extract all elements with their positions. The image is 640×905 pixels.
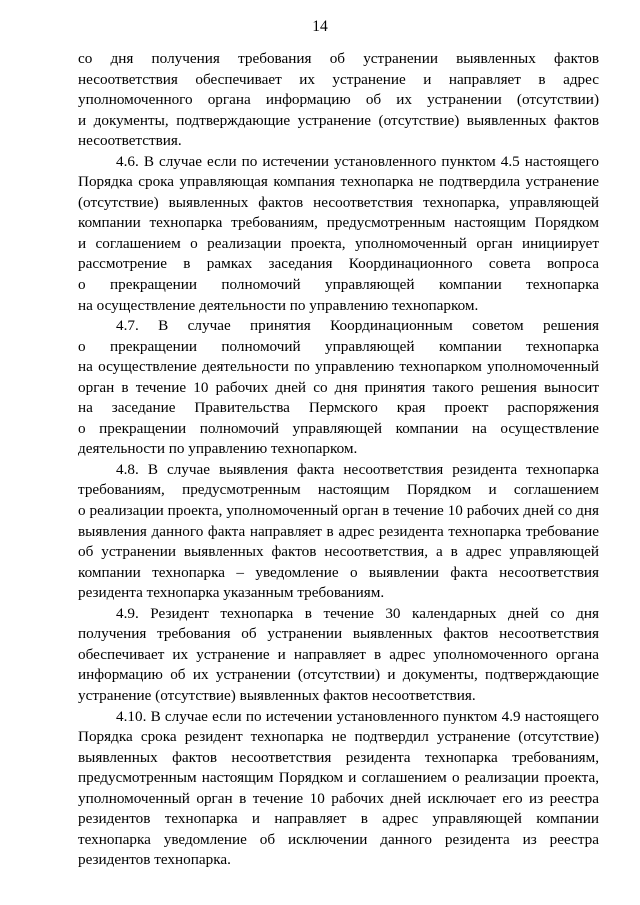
text-line: компании технопарка требованиям, предусмотренным настоящим Порядком [78, 214, 599, 232]
text-line: уполномоченный орган в течение 10 рабочих дней исключает его из реестра [78, 789, 599, 807]
text-line: резидентов технопарка и направляет в адрес управляющей компании [78, 810, 599, 828]
text-line: резидента технопарка указанным требованиям. [78, 584, 385, 602]
text-line: резидентов технопарка. [78, 851, 231, 869]
text-line: о прекращении полномочий управляющей компании технопарка [78, 337, 599, 355]
text-line: и соглашением о реализации проекта, уполномоченный орган инициирует [78, 234, 599, 252]
text-line: уполномоченного органа информацию об их устранении (отсутствии) [78, 91, 599, 109]
text-line: компании технопарка – уведомление о выявлении факта несоответствия [78, 563, 599, 581]
text-line: об устранении выявленных фактов несоответствия, а в адрес управляющей [78, 543, 599, 561]
text-line: обеспечивает их устранение и направляет в адрес уполномоченного органа [78, 645, 599, 663]
text-line: 4.10. В случае если по истечении установленного пунктом 4.9 настоящего [116, 707, 599, 725]
text-line: о прекращении полномочий управляющей компании на осуществление [78, 419, 599, 437]
text-line: требованиям, предусмотренным настоящим Порядком и соглашением [78, 481, 599, 499]
text-line: 4.8. В случае выявления факта несоответствия резидента технопарка [116, 460, 599, 478]
paragraph-4-6 [78, 152, 599, 316]
text-line: несоответствия. [78, 132, 182, 150]
paragraph-4-7 [78, 316, 599, 460]
text-line: деятельности по управлению технопарком. [78, 440, 358, 458]
text-line: несоответствия обеспечивает их устранение и направляет в адрес [78, 70, 599, 88]
paragraph-4-9 [78, 604, 599, 707]
page-number: 14 [312, 18, 328, 35]
text-line: на осуществление деятельности по управлению технопарком уполномоченный [78, 358, 599, 376]
text-line: выявления данного факта направляет в адрес резидента технопарка требование [78, 522, 599, 540]
text-line: выявленных фактов несоответствия резидента технопарка требованиям, [78, 748, 599, 766]
text-line: о реализации проекта, уполномоченный орган в течение 10 рабочих дней со дня [78, 502, 599, 520]
text-line: предусмотренным настоящим Порядком и соглашением о реализации проекта, [78, 769, 599, 787]
text-line: технопарка уведомление об исключении данного резидента из реестра [78, 830, 599, 848]
text-line: получения требования об устранении выявленных фактов несоответствия [78, 625, 599, 643]
text-line: о прекращении полномочий управляющей компании технопарка [78, 276, 599, 294]
text-line: Порядка срока управляющая компания технопарка не подтвердила устранение [78, 173, 599, 191]
paragraph-continuation [78, 49, 599, 152]
text-line: орган в течение 10 рабочих дней со дня принятия такого решения выносит [78, 378, 599, 396]
text-line: 4.6. В случае если по истечении установленного пунктом 4.5 настоящего [116, 152, 599, 170]
text-line: рассмотрение в рамках заседания Координационного совета вопроса [78, 255, 599, 273]
text-line: Порядка срока резидент технопарка не подтвердил устранение (отсутствие) [78, 728, 599, 746]
text-line: 4.9. Резидент технопарка в течение 30 календарных дней со дня [116, 604, 599, 622]
text-line: информацию об их устранении (отсутствии) и документы, подтверждающие [78, 666, 599, 684]
text-line: (отсутствие) выявленных фактов несоответствия технопарка, управляющей [78, 193, 599, 211]
text-line: на заседание Правительства Пермского края проект распоряжения [78, 399, 599, 417]
paragraph-4-8 [78, 460, 599, 604]
text-line: на осуществление деятельности по управлению технопарком. [78, 296, 479, 314]
text-line: и документы, подтверждающие устранение (отсутствие) выявленных фактов [78, 111, 599, 129]
paragraph-4-10 [78, 707, 599, 871]
document-body [78, 49, 599, 871]
text-line: со дня получения требования об устранении выявленных фактов [78, 50, 599, 67]
text-line: устранение (отсутствие) выявленных фактов несоответствия. [78, 686, 476, 704]
text-line: 4.7. В случае принятия Координационным советом решения [116, 317, 599, 335]
